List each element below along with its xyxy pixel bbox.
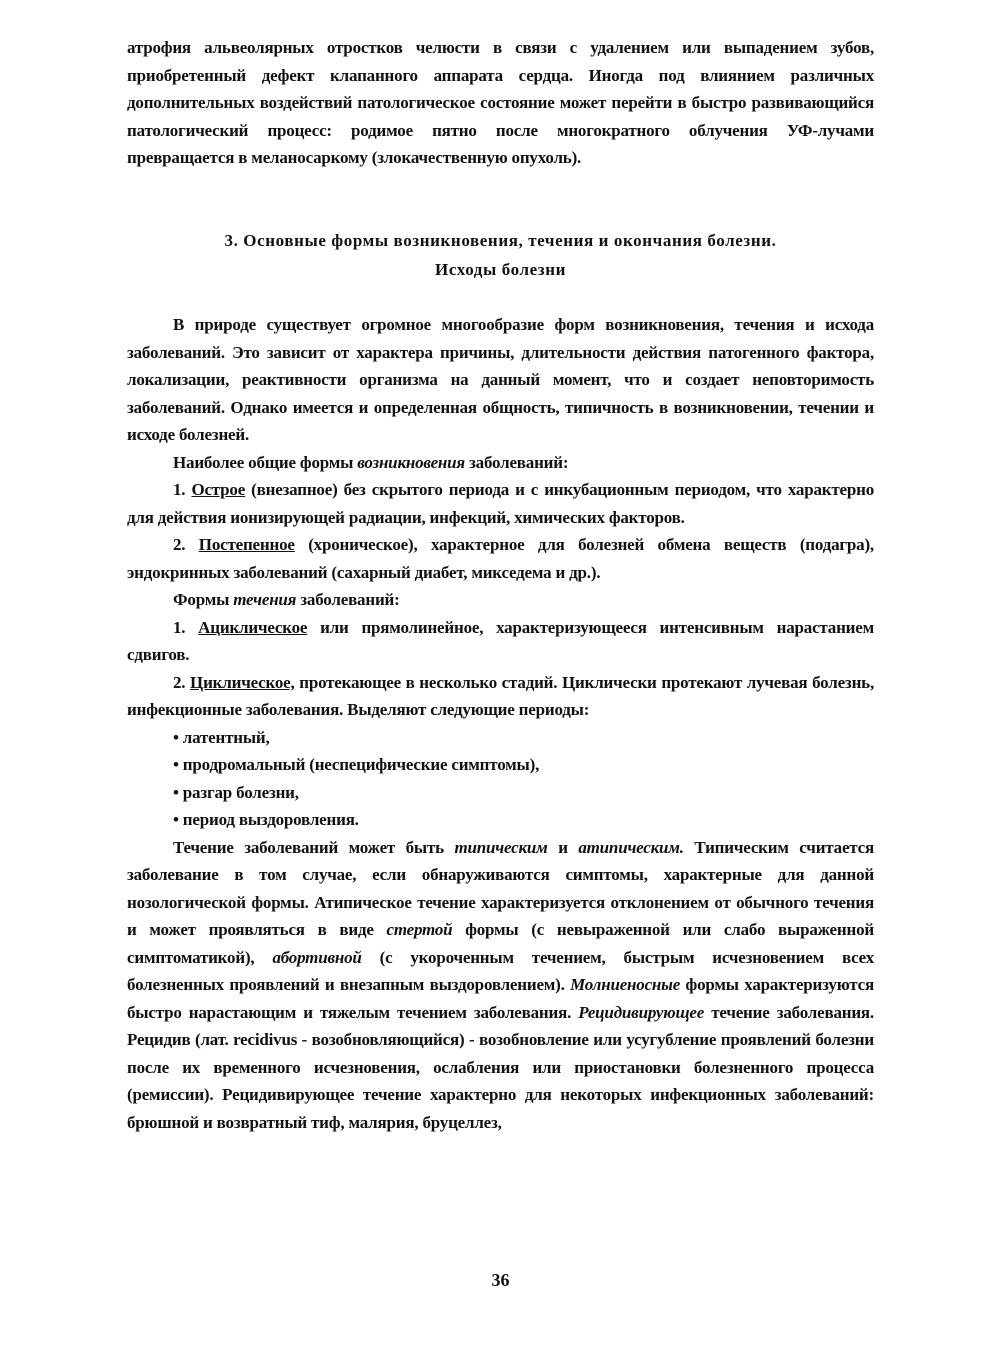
course-item-1-num: 1. — [173, 617, 199, 637]
course-item-2-text: протекающее в несколько стадий. Циклически протекают лучевая болезнь, инфекционные заболевания. Выделяют следующие периоды: — [127, 672, 875, 719]
final-em-6: Рецидивирующее — [578, 1002, 705, 1022]
intro-block — [127, 34, 874, 172]
course-item-1 — [127, 614, 874, 669]
course-item-1-term: Ациклическое — [198, 617, 308, 637]
final-em-3: стертой — [386, 920, 453, 939]
final-em-5: Молниеносные — [570, 975, 681, 994]
intro-paragraph: атрофия альвеолярных отростков челюсти в связи с удалением или выпадением зубов, приобретенный дефект клапанного аппарата сердца. Иногда под влиянием различных дополнительных воздействий патологическое состояние может перейти в быстро развивающийся патологический процесс: родимое пятно после многократного облучения УФ-лучами превращается в меланосаркому (злокачественную опухоль). — [127, 38, 874, 167]
onset-item-1-num: 1. — [173, 480, 192, 499]
onset-intro-text: Наиболее общие формы — [173, 452, 358, 472]
onset-item-2 — [127, 531, 874, 586]
section-heading — [127, 226, 874, 284]
onset-item-1 — [127, 476, 874, 531]
course-intro — [127, 586, 874, 614]
onset-intro-em: возникновения — [357, 452, 465, 472]
onset-item-2-num: 2. — [173, 535, 199, 554]
final-text-2: и — [547, 837, 579, 857]
final-em-2: атипическим. — [578, 837, 684, 857]
section-heading-line1: 3. Основные формы возникновения, течения и окончания болезни. — [224, 231, 777, 250]
final-text-3: Типическим считается заболевание в том случае, если обнаруживаются симптомы, характерные для данной нозологической формы. Атипическое течение характеризуется отклонением от обычного течения и может проявляться в виде — [127, 837, 874, 939]
final-text-4: формы (с невыраженной или слабо выраженной симптоматикой), — [127, 920, 874, 967]
section-heading-line2: Исходы болезни — [435, 260, 566, 279]
course-item-2 — [127, 669, 874, 724]
final-paragraph — [127, 834, 874, 1137]
course-intro-text-end: заболеваний: — [296, 590, 400, 609]
course-intro-em: течения — [233, 590, 297, 609]
final-text-6: формы характеризуются быстро нарастающим и тяжелым течением заболевания. — [127, 975, 874, 1022]
course-item-2-num: 2. — [173, 672, 191, 692]
final-text-7: течение заболевания. Рецидив (лат. recidivus - возобновляющийся) - возобновление или усугубление проявлений болезни после их временного исчезновения, ослабления или приостановки болезненного процесса (ремиссии). Рецидивирующее течение характерно для некоторых инфекционных заболеваний: брюшной и возвратный тиф, малярия, бруцеллез, — [127, 1002, 874, 1132]
page-number: 36 — [491, 1270, 510, 1290]
final-em-1: типическим — [454, 837, 548, 857]
paragraph-diversity: В природе существует огромное многообразие форм возникновения, течения и исхода заболеваний. Это зависит от характера причины, длительности действия патогенного фактора, локализации, реактивности организма на данный момент, что и создает неповторимость заболеваний. Однако имеется и определенная общность, типичность в возникновении, течении и исходе болезней. — [127, 315, 874, 444]
onset-item-2-text: (хроническое), характерное для болезней обмена веществ (подагра), эндокринных заболеваний (сахарный диабет, микседема и др.). — [127, 535, 874, 582]
period-item: • период выздоровления. — [173, 810, 359, 829]
onset-intro — [127, 449, 874, 477]
course-item-2-term: Циклическое, — [190, 672, 295, 692]
onset-intro-text-end: заболеваний: — [464, 452, 569, 472]
final-text-5: (с укороченным течением, быстрым исчезновением всех болезненных проявлений и внезапным выздоровлением). — [127, 947, 874, 994]
final-em-4: абортивной — [272, 947, 362, 967]
period-item: • латентный, — [173, 727, 270, 747]
period-item: • разгар болезни, — [173, 782, 299, 802]
period-item: • продромальный (неспецифические симптомы), — [173, 755, 540, 774]
onset-item-1-term: Острое — [191, 480, 246, 499]
main-body — [127, 311, 874, 1136]
onset-item-1-text: (внезапное) без скрытого периода и с инкубационным периодом, что характерно для действия ионизирующей радиации, инфекций, химических факторов. — [127, 480, 874, 527]
onset-item-2-term: Постепенное — [198, 535, 295, 554]
final-text-1: Течение заболеваний может быть — [173, 837, 455, 857]
course-item-1-text: или прямолинейное, характеризующееся интенсивным нарастанием сдвигов. — [127, 617, 874, 664]
course-intro-text: Формы — [173, 590, 234, 609]
